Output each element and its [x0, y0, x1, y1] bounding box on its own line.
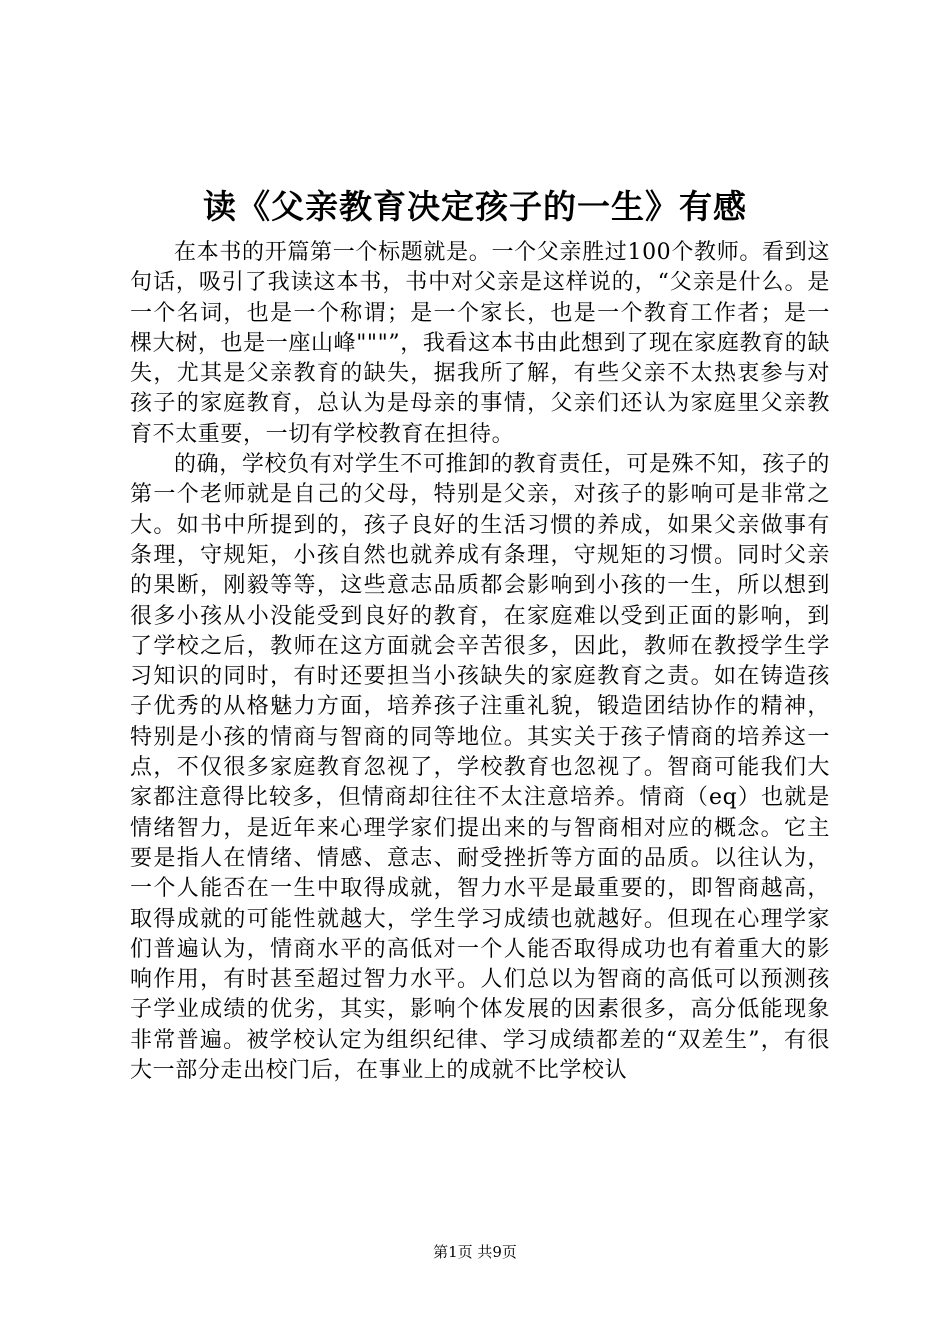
- page-footer: 第1页 共9页: [433, 1243, 517, 1261]
- paragraph-1: 在本书的开篇第一个标题就是。一个父亲胜过100个教师。看到这句话，吸引了我读这本书，书中对父亲是这样说的，“父亲是什么。是一个名词，也是一个称谓；是一个家长，也是一个教育工作者；是一棵大树，也是一座山峰"""”，我看这本书由此想到了现在家庭教育的缺失，尤其是父亲教育的缺失，据我所了解，有些父亲不太热衷参与对孩子的家庭教育，总认为是母亲的事情，父亲们还认为家庭里父亲教育不太重要，一切有学校教育在担待。: [130, 240, 830, 447]
- document-title: 读《父亲教育决定孩子的一生》有感: [203, 187, 747, 226]
- paragraph-2: 的确，学校负有对学生不可推卸的教育责任，可是殊不知，孩子的第一个老师就是自己的父母，特别是父亲，对孩子的影响可是非常之大。如书中所提到的，孩子良好的生活习惯的养成，如果父亲做事有条理，守规矩，小孩自然也就养成有条理，守规矩的习惯。同时父亲的果断，刚毅等等，这些意志品质都会影响到小孩的一生，所以想到很多小孩从小没能受到良好的教育，在家庭难以受到正面的影响，到了学校之后，教师在这方面就会辛苦很多，因此，教师在教授学生学习知识的同时，有时还要担当小孩缺失的家庭教育之责。如在铸造孩子优秀的从格魅力方面，培养孩子注重礼貌，锻造团结协作的精神，特别是小孩的情商与智商的同等地位。其实关于孩子情商的培养这一点，不仅很多家庭教育忽视了，学校教育也忽视了。智商可能我们大家都注意得比较多，但情商却往往不太注意培养。情商（eq）也就是情绪智力，是近年来心理学家们提出来的与智商相对应的概念。它主要是指人在情绪、情感、意志、耐受挫折等方面的品质。以往认为，一个人能否在一生中取得成就，智力水平是最重要的，即智商越高，取得成就的可能性就越大，学生学习成绩也就越好。但现在心理学家们普遍认为，情商水平的高低对一个人能否取得成功也有着重大的影响作用，有时甚至超过智力水平。人们总以为智商的高低可以预测孩子学业成绩的优劣，其实，影响个体发展的因素很多，高分低能现象非常普遍。被学校认定为组织纪律、学习成绩都差的“双差生”，有很大一部分走出校门后，在事业上的成就不比学校认: [130, 452, 830, 1084]
- document-body: [130, 238, 830, 1086]
